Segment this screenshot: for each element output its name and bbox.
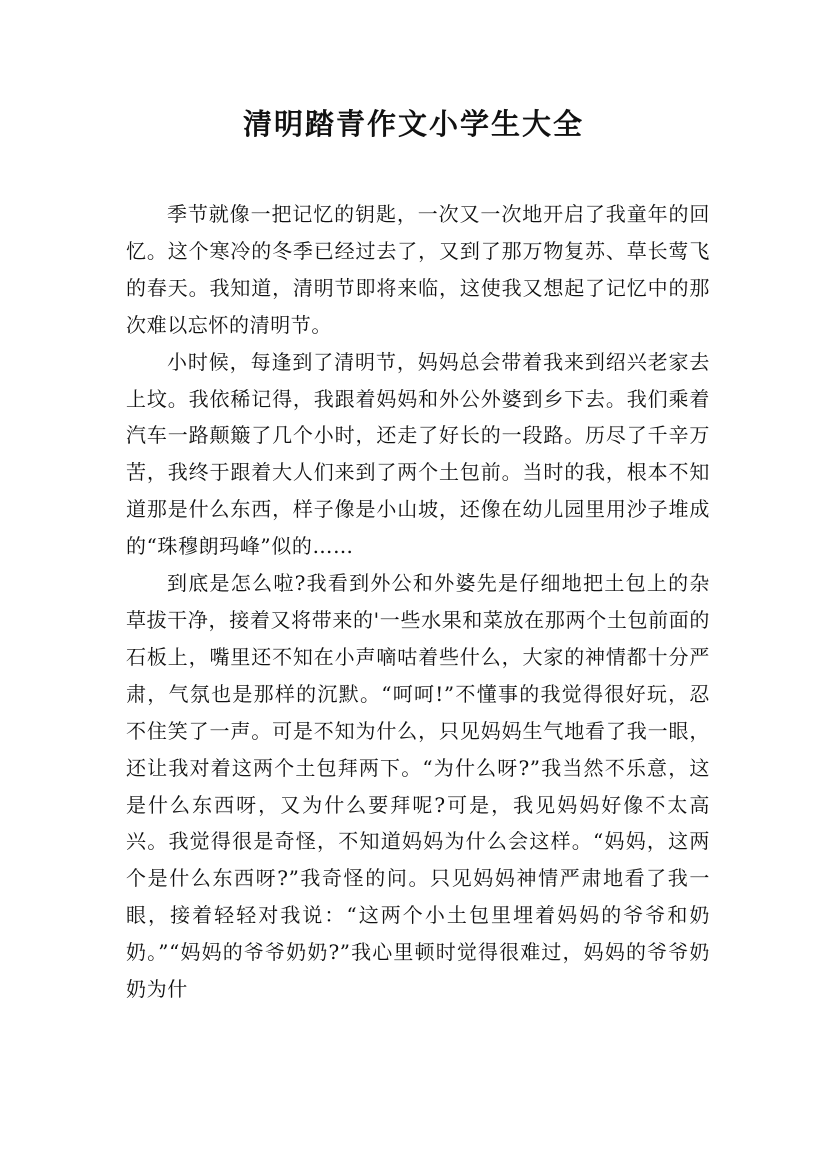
paragraph-1: 季节就像一把记忆的钥匙，一次又一次地开启了我童年的回忆。这个寒冷的冬季已经过去了，又到了那万物复苏、草长莺飞的春天。我知道，清明节即将来临，这使我又想起了记忆中的那次难以忘怀的清明节。 [126, 202, 710, 337]
document-title: 清明踏青作文小学生大全 [242, 107, 584, 141]
paragraph-2: 小时候，每逢到了清明节，妈妈总会带着我来到绍兴老家去上坟。我依稀记得，我跟着妈妈和外公外婆到乡下去。我们乘着汽车一路颠簸了几个小时，还走了好长的一段路。历尽了千辛万苦，我终于跟着大人们来到了两个土包前。当时的我，根本不知道那是什么东西，样子像是小山坡，还像在幼儿园里用沙子堆成的“珠穆朗玛峰”似的…… [126, 349, 710, 559]
paragraph-3: 到底是怎么啦?我看到外公和外婆先是仔细地把土包上的杂草拔干净，接着又将带来的'一些水果和菜放在那两个土包前面的石板上，嘴里还不知在小声嘀咕着些什么，大家的神情都十分严肃，气氛也是那样的沉默。“呵呵!”不懂事的我觉得很好玩，忍不住笑了一声。可是不知为什么，只见妈妈生气地看了我一眼，还让我对着这两个土包拜两下。“为什么呀?”我当然不乐意，这是什么东西呀，又为什么要拜呢?可是，我见妈妈好像不太高兴。我觉得很是奇怪，不知道妈妈为什么会这样。“妈妈，这两个是什么东西呀?”我奇怪的问。只见妈妈神情严肃地看了我一眼，接着轻轻对我说：“这两个小土包里埋着妈妈的爷爷和奶奶。”“妈妈的爷爷奶奶?”我心里顿时觉得很难过，妈妈的爷爷奶奶为什 [126, 571, 710, 1002]
document-body [126, 196, 710, 1008]
